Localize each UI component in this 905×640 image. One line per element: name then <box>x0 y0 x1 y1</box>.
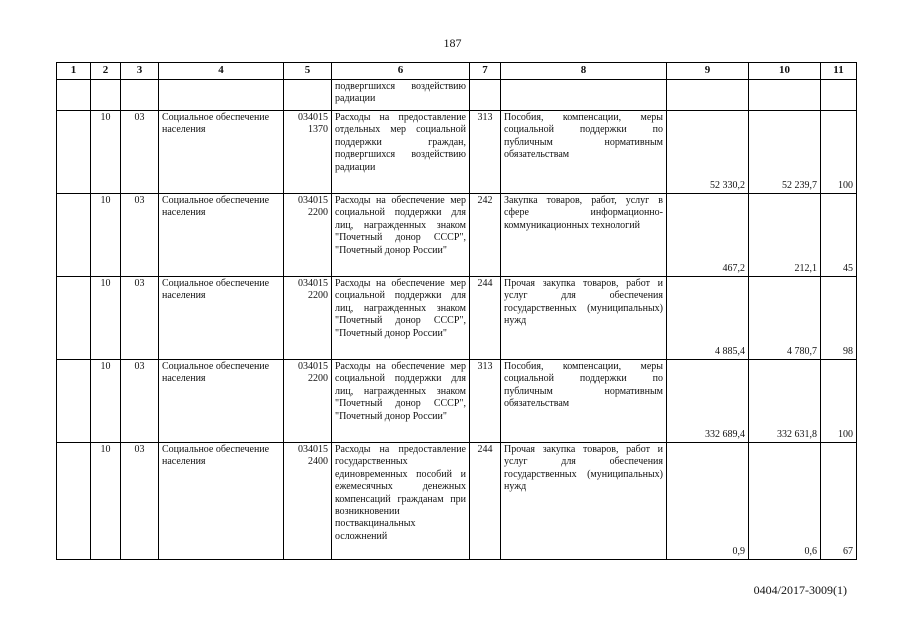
table-row <box>57 194 857 277</box>
cell-percent: 100 <box>821 360 857 443</box>
cell-col1 <box>57 194 91 277</box>
cell-expense-description: Расходы на обеспечение мер социальной поддержки для лиц, награжденных знаком "Почетный донор СССР", "Почетный донор России" <box>332 194 470 277</box>
cell-col1 <box>57 111 91 194</box>
cell-section-name <box>159 80 284 111</box>
cell-planned-amount: 332 689,4 <box>667 360 749 443</box>
cell-subsection: 03 <box>121 194 159 277</box>
cell-expense-description: подвергшихся воздействию радиации <box>332 80 470 111</box>
cell-planned-amount: 467,2 <box>667 194 749 277</box>
cell-expense-type-name: Пособия, компенсации, меры социальной поддержки по публичным нормативным обязательствам <box>501 360 667 443</box>
page-number: 187 <box>443 36 462 50</box>
cell-executed-amount: 332 631,8 <box>749 360 821 443</box>
cell-target-code <box>284 80 332 111</box>
cell-executed-amount: 0,6 <box>749 443 821 560</box>
cell-planned-amount: 52 330,2 <box>667 111 749 194</box>
cell-percent: 45 <box>821 194 857 277</box>
cell-expense-type: 244 <box>470 443 501 560</box>
cell-expense-type-name: Прочая закупка товаров, работ и услуг для обеспечения государственных (муниципальных) нужд <box>501 443 667 560</box>
cell-subsection: 03 <box>121 111 159 194</box>
column-header-3: 3 <box>121 63 159 80</box>
cell-expense-type: 244 <box>470 277 501 360</box>
cell-executed-amount <box>749 80 821 111</box>
cell-target-code: 034015 2200 <box>284 194 332 277</box>
cell-subsection: 03 <box>121 277 159 360</box>
budget-table <box>56 62 857 560</box>
cell-expense-type: 242 <box>470 194 501 277</box>
document-id: 0404/2017-3009(1) <box>753 583 847 597</box>
cell-section: 10 <box>91 194 121 277</box>
table-row <box>57 111 857 194</box>
cell-target-code: 034015 2400 <box>284 443 332 560</box>
table-row <box>57 443 857 560</box>
column-header-2: 2 <box>91 63 121 80</box>
cell-expense-type-name: Закупка товаров, работ, услуг в сфере информационно-коммуникационных технологий <box>501 194 667 277</box>
cell-expense-type-name: Прочая закупка товаров, работ и услуг для обеспечения государственных (муниципальных) нужд <box>501 277 667 360</box>
table-row <box>57 277 857 360</box>
cell-section: 10 <box>91 360 121 443</box>
cell-subsection: 03 <box>121 443 159 560</box>
cell-section: 10 <box>91 277 121 360</box>
cell-executed-amount: 52 239,7 <box>749 111 821 194</box>
cell-col1 <box>57 360 91 443</box>
cell-executed-amount: 4 780,7 <box>749 277 821 360</box>
cell-section-name: Социальное обеспечение населения <box>159 277 284 360</box>
cell-section <box>91 80 121 111</box>
cell-section-name: Социальное обеспечение населения <box>159 194 284 277</box>
cell-expense-type: 313 <box>470 111 501 194</box>
cell-target-code: 034015 1370 <box>284 111 332 194</box>
cell-expense-description: Расходы на обеспечение мер социальной поддержки для лиц, награжденных знаком "Почетный донор СССР", "Почетный донор России" <box>332 360 470 443</box>
cell-subsection <box>121 80 159 111</box>
cell-planned-amount: 0,9 <box>667 443 749 560</box>
cell-section-name: Социальное обеспечение населения <box>159 443 284 560</box>
cell-col1 <box>57 80 91 111</box>
cell-expense-description: Расходы на обеспечение мер социальной поддержки для лиц, награжденных знаком "Почетный донор СССР", "Почетный донор России" <box>332 277 470 360</box>
column-header-10: 10 <box>749 63 821 80</box>
cell-col1 <box>57 277 91 360</box>
cell-section: 10 <box>91 443 121 560</box>
cell-section: 10 <box>91 111 121 194</box>
column-header-6: 6 <box>332 63 470 80</box>
cell-executed-amount: 212,1 <box>749 194 821 277</box>
table-body <box>57 80 857 560</box>
column-header-7: 7 <box>470 63 501 80</box>
header-row <box>57 63 857 80</box>
table-row <box>57 360 857 443</box>
cell-col1 <box>57 443 91 560</box>
cell-percent: 100 <box>821 111 857 194</box>
cell-percent <box>821 80 857 111</box>
cell-expense-description: Расходы на предоставление государственных единовременных пособий и ежемесячных денежных компенсаций гражданам при возникновении поствакцинальных осложнений <box>332 443 470 560</box>
column-header-9: 9 <box>667 63 749 80</box>
cell-target-code: 034015 2200 <box>284 360 332 443</box>
cell-expense-type-name: Пособия, компенсации, меры социальной поддержки по публичным нормативным обязательствам <box>501 111 667 194</box>
cell-subsection: 03 <box>121 360 159 443</box>
cell-planned-amount <box>667 80 749 111</box>
cell-percent: 67 <box>821 443 857 560</box>
cell-section-name: Социальное обеспечение населения <box>159 360 284 443</box>
column-header-1: 1 <box>57 63 91 80</box>
cell-expense-description: Расходы на предоставление отдельных мер социальной поддержки граждан, подвергшихся воздействию радиации <box>332 111 470 194</box>
cell-planned-amount: 4 885,4 <box>667 277 749 360</box>
cell-expense-type: 313 <box>470 360 501 443</box>
cell-percent: 98 <box>821 277 857 360</box>
cell-section-name: Социальное обеспечение населения <box>159 111 284 194</box>
column-header-5: 5 <box>284 63 332 80</box>
cell-target-code: 034015 2200 <box>284 277 332 360</box>
column-header-4: 4 <box>159 63 284 80</box>
cell-expense-type <box>470 80 501 111</box>
table-row <box>57 80 857 111</box>
column-header-11: 11 <box>821 63 857 80</box>
column-header-8: 8 <box>501 63 667 80</box>
cell-expense-type-name <box>501 80 667 111</box>
